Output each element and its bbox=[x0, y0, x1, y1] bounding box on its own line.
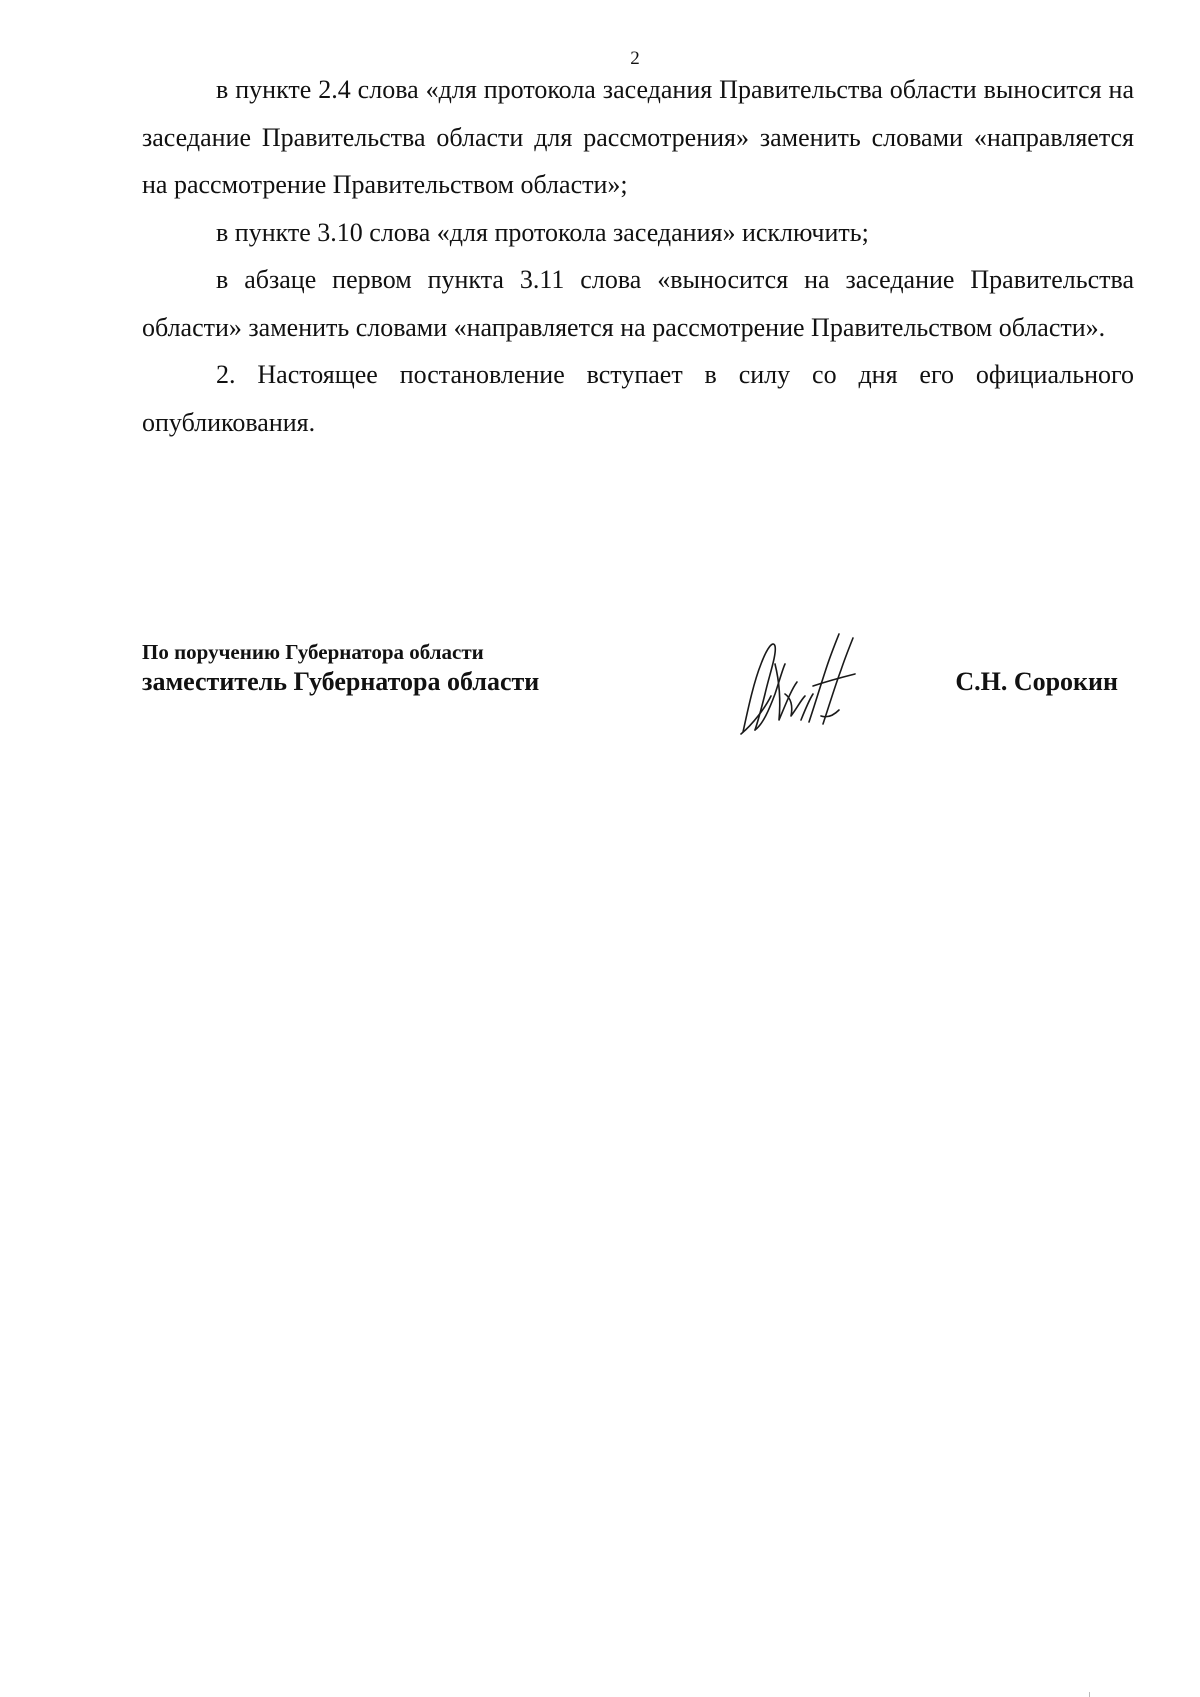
document-body bbox=[142, 66, 1134, 446]
signatory-position: заместитель Губернатора области bbox=[142, 667, 540, 696]
page-number: 2 bbox=[630, 48, 640, 69]
scan-speck bbox=[1089, 1692, 1090, 1697]
paragraph-point-3-11: в абзаце первом пункта 3.11 слова «выносится на заседание Правительства области» заменить словами «направляется на рассмотрение Правительством области». bbox=[142, 265, 1134, 342]
handwritten-signature-icon bbox=[735, 624, 875, 739]
paragraph-effective-date: 2. Настоящее постановление вступает в силу со дня его официального опубликования. bbox=[142, 360, 1134, 437]
signatory-authority: По поручению Губернатора области bbox=[142, 640, 484, 664]
paragraph-point-2-4: в пункте 2.4 слова «для протокола заседания Правительства области выносится на заседание Правительства области для рассмотрения» заменить словами «направляется на рассмотрение Правительством области»; bbox=[142, 75, 1134, 199]
signatory-name: С.Н. Сорокин bbox=[955, 667, 1118, 696]
paragraph-point-3-10: в пункте 3.10 слова «для протокола заседания» исключить; bbox=[216, 217, 869, 247]
